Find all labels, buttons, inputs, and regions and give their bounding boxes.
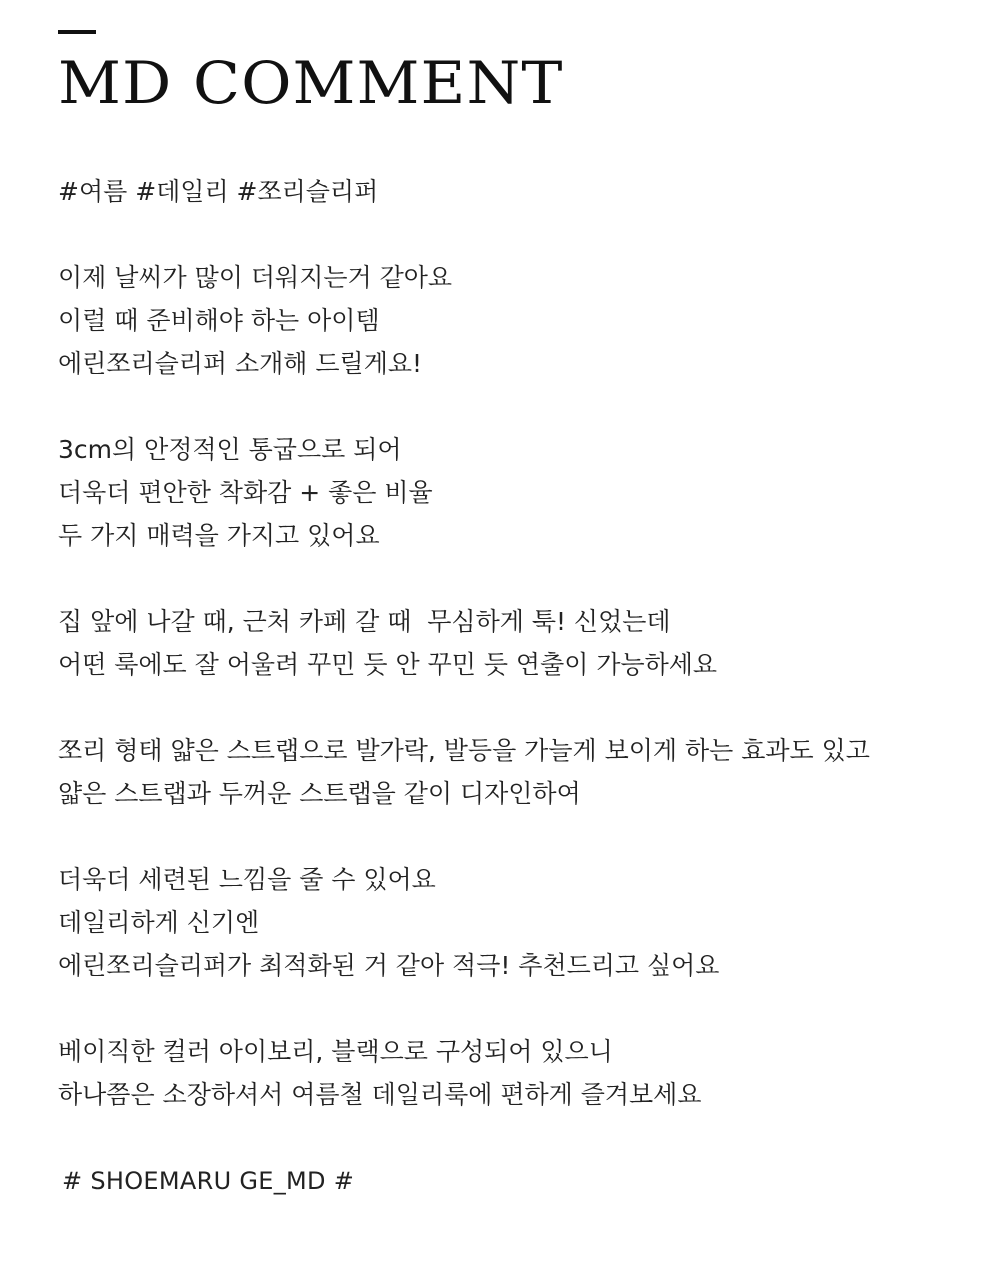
text-line: 집 앞에 나갈 때, 근처 카페 갈 때 무심하게 툭! 신었는데 [58, 607, 671, 636]
text-line: 얇은 스트랩과 두꺼운 스트랩을 같이 디자인하여 [58, 779, 581, 808]
page-title: MD COMMENT [58, 49, 564, 117]
text-line: 에린쪼리슬리퍼 소개해 드릴게요! [58, 349, 423, 378]
paragraph-styling [58, 600, 958, 686]
text-line: #여름 #데일리 #쪼리슬리퍼 [58, 177, 379, 206]
paragraph-colors [58, 1030, 958, 1116]
md-comment-body [58, 170, 958, 1159]
text-line: 어떤 룩에도 잘 어울려 꾸민 듯 안 꾸민 듯 연출이 가능하세요 [58, 650, 718, 679]
text-line: 더욱더 세련된 느낌을 줄 수 있어요 [58, 865, 436, 894]
md-signature: # SHOEMARU GE_MD # [62, 1167, 355, 1195]
paragraph-heel [58, 428, 958, 557]
paragraph-intro [58, 256, 958, 385]
text-line: 에린쪼리슬리퍼가 최적화된 거 같아 적극! 추천드리고 싶어요 [58, 951, 720, 980]
text-line: 데일리하게 신기엔 [58, 908, 260, 937]
title-accent-bar [58, 30, 96, 34]
text-line: 베이직한 컬러 아이보리, 블랙으로 구성되어 있으니 [58, 1037, 613, 1066]
paragraph-strap [58, 729, 958, 815]
text-line: 3cm의 안정적인 통굽으로 되어 [58, 435, 402, 464]
text-line: 이제 날씨가 많이 더워지는거 같아요 [58, 263, 453, 292]
paragraph-hashtags [58, 170, 958, 213]
text-line: 하나쯤은 소장하셔서 여름철 데일리룩에 편하게 즐겨보세요 [58, 1080, 702, 1109]
text-line: 쪼리 형태 얇은 스트랩으로 발가락, 발등을 가늘게 보이게 하는 효과도 있고 [58, 736, 870, 765]
paragraph-recommend [58, 858, 958, 987]
text-line: 두 가지 매력을 가지고 있어요 [58, 521, 380, 550]
text-line: 더욱더 편안한 착화감 + 좋은 비율 [58, 478, 433, 507]
text-line: 이럴 때 준비해야 하는 아이템 [58, 306, 380, 335]
